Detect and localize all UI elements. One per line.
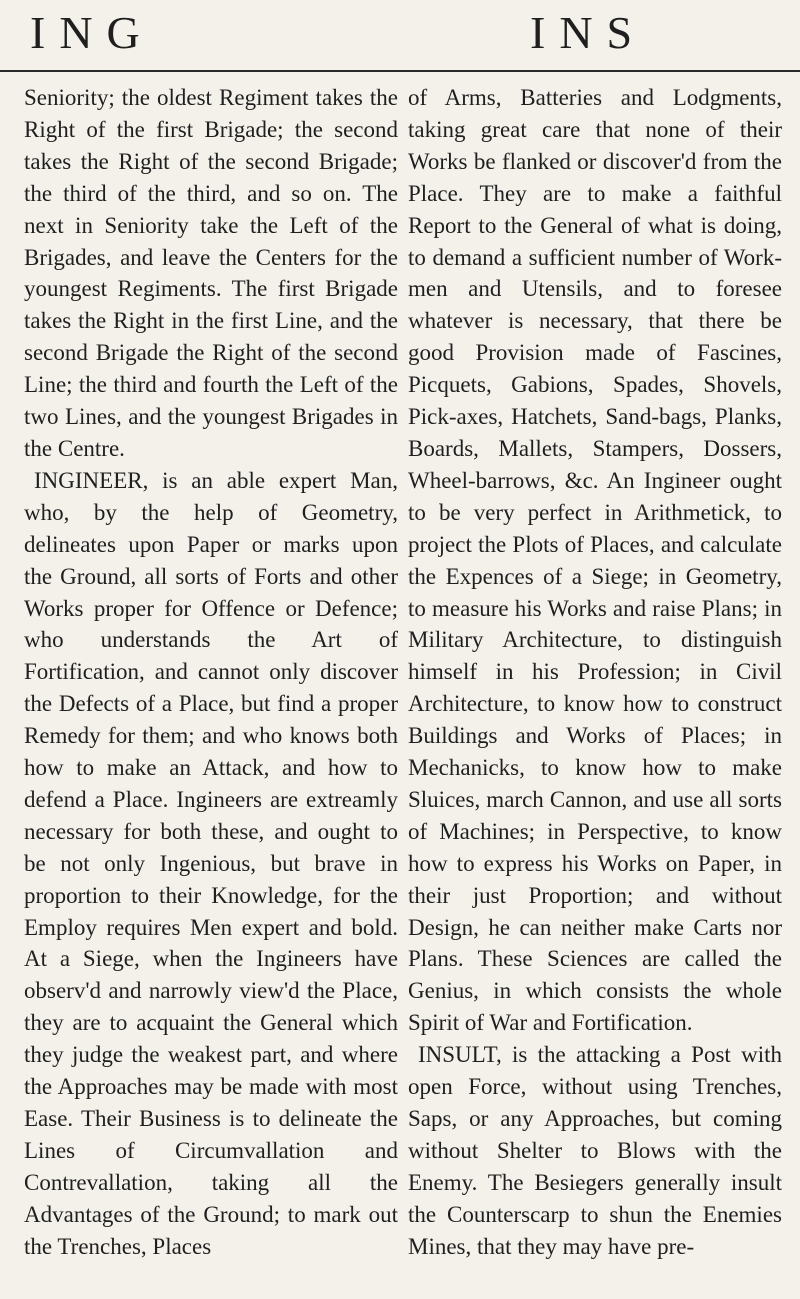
left-paragraph-1: Seniority; the oldest Regiment takes the Right of the first Brigade; the second takes the Right of the second Brigade; the third of the third, and so on. The next in Seniority take the Left of the Brigades, and leave the Centers for the youngest Regiments. The first Brigade takes the Right in the first Line, and the second Brigade the Right of the second Line; the third and fourth the Left of the two Lines, and the youngest Brigades in the Centre. xyxy=(24,85,398,461)
entry-ingineer: INGINEER, is an able expert Man, who, by the help of Geometry, delineates upon Paper or marks upon the Ground, all sorts of Forts and other Works proper for Offence or Defence; who understands the Art of Fortification, and cannot only discover the Defects of a Place, but find a proper Remedy for them; and who knows both how to make an Attack, and how to defend a Place. Ingineers are extreamly necessary for both these, and ought to be not only Ingenious, but brave in proportion to their Knowledge, for the Employ requires Men expert and bold. At a Siege, when the Ingineers have observ'd and narrowly view'd the Place, they are to acquaint the General which they judge the weakest part, and where the Approaches may be made with most Ease. Their Business is to delineate the Lines of Circumvallation and Contrevallation, taking all the Advantages of the Ground; to mark out the Trenches, Places xyxy=(24,467,398,1259)
entry-insult: INSULT, is the attacking a Post with open Force, without using Trenches, Saps, or any Approaches, but coming without Shelter to Blows with the Enemy. The Besiegers generally insult the Counterscarp to shun the Enemies Mines, that they may have pre- xyxy=(408,1042,782,1259)
running-header xyxy=(0,6,800,64)
left-column xyxy=(24,82,398,1292)
header-rule xyxy=(0,70,800,72)
text-columns xyxy=(24,82,782,1292)
header-right-catchword: INS xyxy=(530,7,647,58)
header-left-catchword: ING xyxy=(30,7,154,58)
right-paragraph-1: of Arms, Batteries and Lodgments, taking great care that none of their Works be flanked or discover'd from the Place. They are to make a faithful Report to the General of what is doing, to demand a sufficient number of Work-men and Utensils, and to foresee whatever is necessary, that there be good Provision made of Fascines, Picquets, Gabions, Spades, Shovels, Pick-axes, Hatchets, Sand-bags, Planks, Boards, Mallets, Stampers, Dossers, Wheel-barrows, &c. An Ingineer ought to be very perfect in Arithmetick, to project the Plots of Places, and calculate the Expences of a Siege; in Geometry, to measure his Works and raise Plans; in Military Architecture, to distinguish himself in his Profession; in Civil Architecture, to know how to construct Buildings and Works of Places; in Mechanicks, to know how to make Sluices, march Cannon, and use all sorts of Machines; in Perspective, to know how to express his Works on Paper, in their just Proportion; and without Design, he can neither make Carts nor Plans. These Sciences are called the Genius, in which consists the whole Spirit of War and Fortification. xyxy=(408,85,782,1036)
right-column xyxy=(408,82,782,1292)
